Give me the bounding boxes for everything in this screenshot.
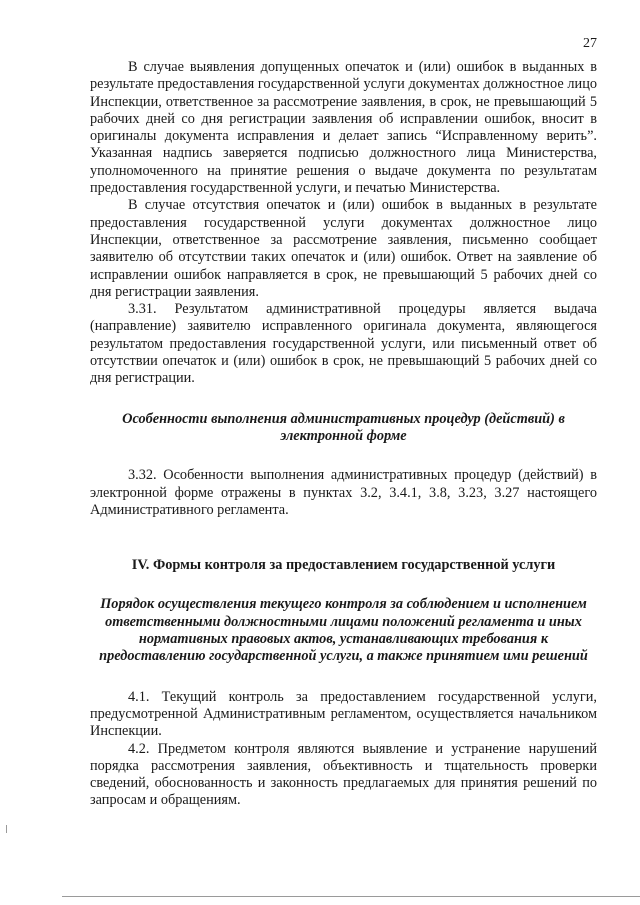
paragraph-3-31: 3.31. Результатом административной процедуры является выдача (направление) заявителю исправленного оригинала документа, являющегося результатом предоставления государственной услуги, или письменный ответ об отсутствии опечаток и (или) ошибок в срок, не превышающий 5 рабочих дней со дня регистрации. (90, 301, 597, 387)
paragraph-4-1: 4.1. Текущий контроль за предоставлением государственной услуги, предусмотренной Административным регламентом, осуществляется начальником Инспекции. (90, 688, 597, 740)
paragraph-3-32: 3.32. Особенности выполнения административных процедур (действий) в электронной форме отражены в пунктах 3.2, 3.4.1, 3.8, 3.23, 3.27 настоящего Административного регламента. (90, 467, 597, 518)
heading-electronic-form: Особенности выполнения административных процедур (действий) в электронной форме (122, 410, 565, 444)
paragraph-typo-correction: В случае выявления допущенных опечаток и (или) ошибок в выданных в результате предоставления государственной услуги документах должностное лицо Инспекции, ответственное за рассмотрение заявления, в срок, не превышающий 5 рабочих дней со дня регистрации заявления об исправлении ошибок, вносит в оригиналы документа исправления и делает запись “Исправленному верить”. Указанная надпись заверяется подписью должностного лица Министерства, уполномоченного на принятие решения о выдаче документа по результатам предоставления государственной услуги, и печатью Министерства. (90, 59, 597, 197)
heading-section-iv: IV. Формы контроля за предоставлением государственной услуги (131, 557, 556, 574)
document-body (90, 59, 597, 810)
scan-margin-mark (6, 825, 7, 833)
scan-bottom-edge (62, 896, 640, 897)
paragraph-4-2: 4.2. Предметом контроля являются выявление и устранение нарушений порядка рассмотрения заявления, объективность и тщательность проверки сведений, обоснованность и законность предлагаемых для принятия решений по запросам и обращениям. (90, 740, 597, 809)
heading-current-control-procedure: Порядок осуществления текущего контроля за соблюдением и исполнением ответственными должностными лицами положений регламента и иных нормативных правовых актов, устанавливающих требования к предоставлению государственной услуги, а также принятием ими решений (99, 596, 588, 665)
page-number: 27 (583, 36, 597, 51)
paragraph-no-typos: В случае отсутствия опечаток и (или) ошибок в выданных в результате предоставления государственной услуги документах должностное лицо Инспекции, ответственное за рассмотрение заявления, письменно сообщает заявителю об отсутствии таких опечаток и (или) ошибок. Ответ на заявление об исправлении ошибок направляется в срок, не превышающий 5 рабочих дней со дня регистрации заявления. (90, 197, 597, 300)
